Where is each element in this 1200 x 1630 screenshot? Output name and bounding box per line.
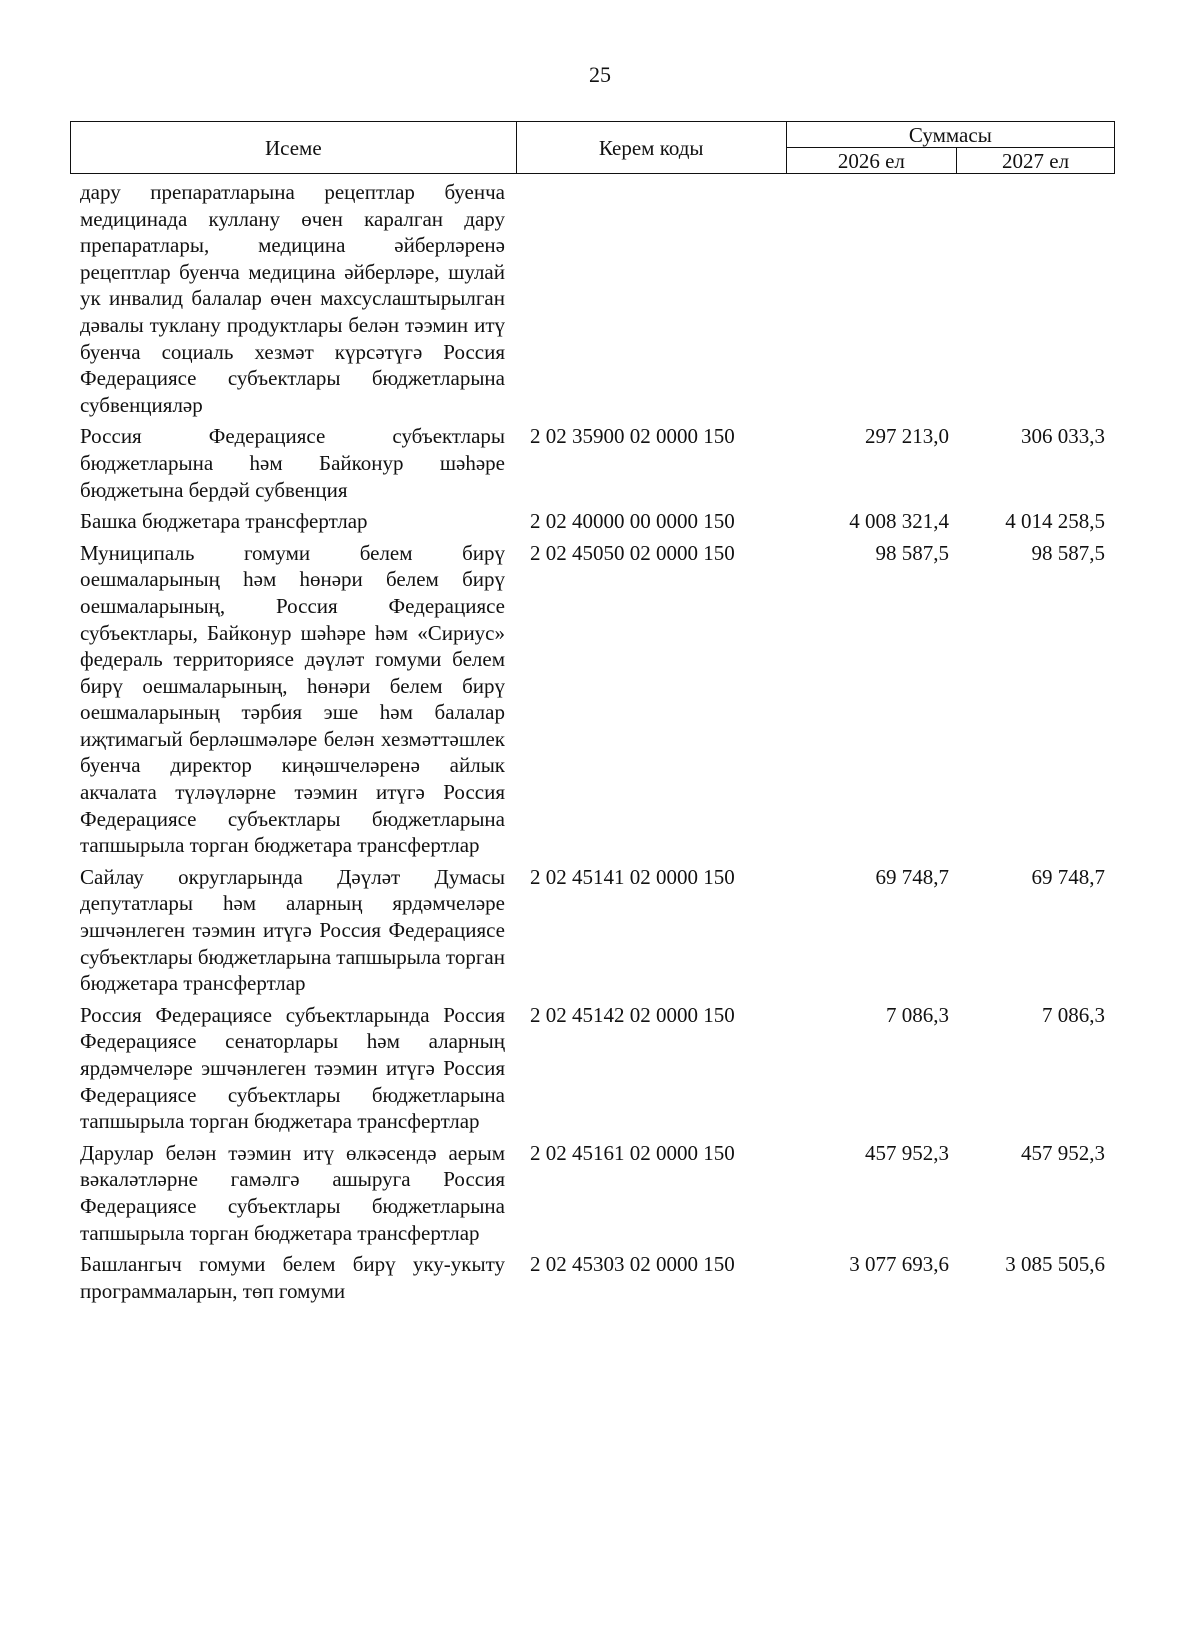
row-code: 2 02 40000 00 0000 150 — [530, 509, 735, 534]
row-name: дару препаратларына рецептлар буенча медицинада куллану өчен каралган дару препаратлары, медицина әйберләренә рецептлар буенча медицина әйберләре, шулай ук инвалид балалар өчен махсуслаштырылган дәвалы туклану продуктлары белән тәэмин итү буенча социаль хезмәт күрсәтүгә Россия Федерациясе субъектлары бюджетларына субвенцияләр — [80, 180, 505, 417]
table-body — [0, 179, 1200, 1309]
row-value-2027: 69 748,7 — [1031, 864, 1105, 889]
row-value-2027: 4 014 258,5 — [1005, 509, 1105, 534]
row-value-2026: 457 952,3 — [865, 1140, 949, 1165]
row-value-2026: 98 587,5 — [875, 540, 949, 565]
row-name: Башка бюджетара трансфертлар — [80, 509, 368, 534]
row-value-2027: 306 033,3 — [1021, 424, 1105, 449]
row-value-2027: 98 587,5 — [1031, 540, 1105, 565]
row-name: Сайлау округларында Дәүләт Думасы депутатлары һәм аларның ярдәмчеләре эшчәнлеген тәэмин итүгә Россия Федерациясе субъектлары бюджетларына тапшырыла торган бюджетара трансфертлар — [80, 864, 505, 996]
row-name: Россия Федерациясе субъектларында Россия Федерациясе сенаторлары һәм аларның ярдәмчеләре эшчәнлеген тәэмин итүгә Россия Федерациясе субъектлары бюджетларына тапшырыла торган бюджетара трансфертлар — [80, 1002, 505, 1134]
row-code: 2 02 45161 02 0000 150 — [530, 1140, 735, 1165]
header-year-2026: 2026 ел — [786, 148, 956, 174]
row-value-2027: 3 085 505,6 — [1005, 1252, 1105, 1277]
row-code: 2 02 45141 02 0000 150 — [530, 864, 735, 889]
header-sums-column: Суммасы — [786, 122, 1114, 148]
row-value-2026: 69 748,7 — [875, 864, 949, 889]
row-value-2027: 457 952,3 — [1021, 1140, 1105, 1165]
table-row — [0, 179, 1200, 418]
header-code-column: Керем коды — [516, 122, 786, 174]
table-row — [0, 1002, 1200, 1135]
row-code: 2 02 35900 02 0000 150 — [530, 424, 735, 449]
table-row — [0, 864, 1200, 997]
row-code: 2 02 45142 02 0000 150 — [530, 1002, 735, 1027]
header-year-2027: 2027 ел — [957, 148, 1115, 174]
table-row — [0, 540, 1200, 859]
table-row — [0, 508, 1200, 535]
row-code: 2 02 45303 02 0000 150 — [530, 1252, 735, 1277]
row-value-2026: 297 213,0 — [865, 424, 949, 449]
row-name: Муниципаль гомуми белем бирү оешмаларының һәм һөнәри белем бирү оешмаларының, Россия Федерациясе субъектлары, Байконур шәһәре һәм «Сириус» федераль территориясе дәүләт гомуми белем бирү оешмаларының, һөнәри белем бирү оешмаларының тәрбия эше һәм балалар иҗтимагый берләшмәләре белән хезмәттәшлек буенча директор киңәшчеләренә айлык акчалата түләүләрне тәэмин итүгә Россия Федерациясе субъектлары бюджетларына тапшырыла торган бюджетара трансфертлар — [80, 540, 505, 858]
table-header — [70, 121, 1115, 174]
row-value-2026: 7 086,3 — [886, 1002, 949, 1027]
row-code: 2 02 45050 02 0000 150 — [530, 540, 735, 565]
row-value-2027: 7 086,3 — [1042, 1002, 1105, 1027]
table-row — [0, 423, 1200, 503]
row-value-2026: 4 008 321,4 — [849, 509, 949, 534]
page-number: 25 — [589, 62, 611, 87]
header-name-column: Исеме — [71, 122, 517, 174]
row-name: Россия Федерациясе субъектлары бюджетларына һәм Байконур шәһәре бюджетына бердәй субвенция — [80, 424, 505, 502]
table-row — [0, 1140, 1200, 1246]
row-name: Башлангыч гомуми белем бирү уку-укыту программаларын, төп гомуми — [80, 1252, 505, 1303]
row-name: Дарулар белән тәэмин итү өлкәсендә аерым вәкаләтләрне гамәлгә ашыруга Россия Федерациясе субъектлары бюджетларына тапшырыла торган бюджетара трансфертлар — [80, 1140, 505, 1245]
table-row — [0, 1251, 1200, 1304]
row-value-2026: 3 077 693,6 — [849, 1252, 949, 1277]
